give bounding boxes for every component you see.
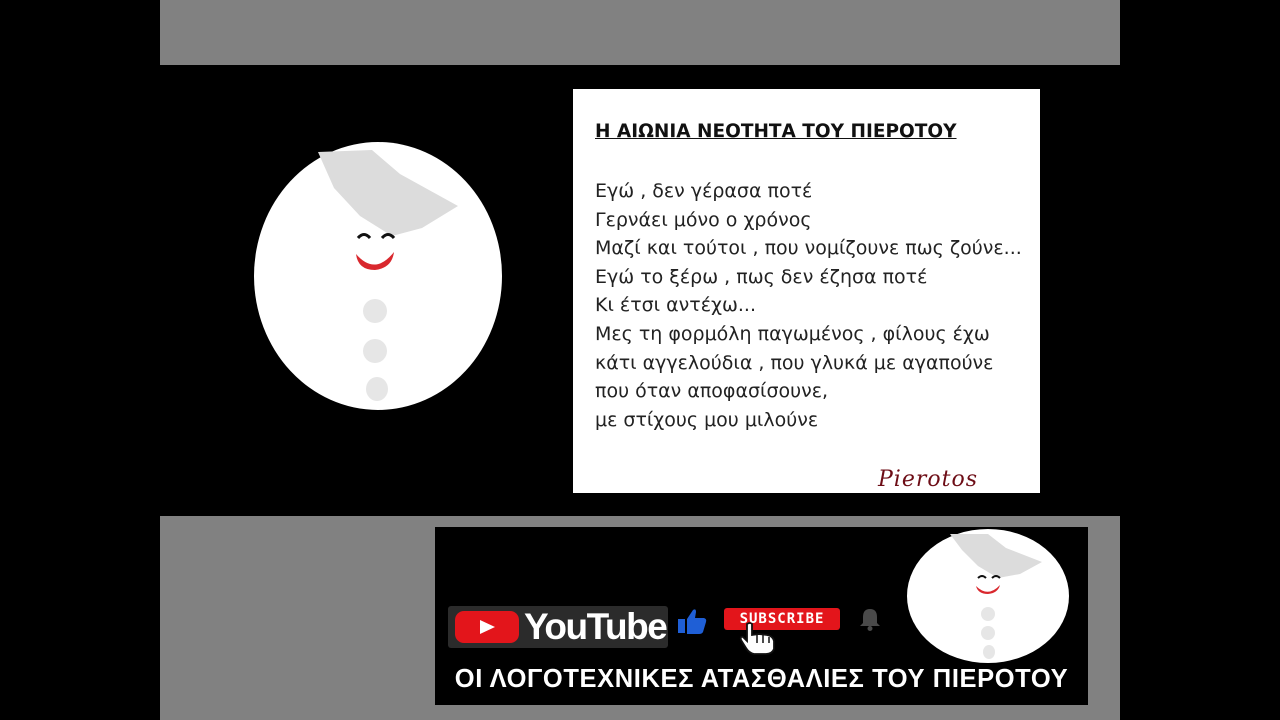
poem-title: Η ΑΙΩΝΙΑ ΝΕΟΤΗΤΑ ΤΟΥ ΠΙΕΡΟΤΟΥ [595,121,957,142]
poem-line: Εγώ , δεν γέρασα ποτέ [595,180,813,202]
bell-icon[interactable] [857,606,883,632]
poem-line: Εγώ το ξέρω , πως δεν έζησα ποτέ [595,265,928,288]
pointing-hand-icon [737,621,787,655]
poem-line: Γερνάει μόνο ο χρόνος [595,208,812,231]
poem-line: Μες τη φορμόλη παγωμένος , φίλους έχω [595,322,990,345]
youtube-wordmark: YouTube [524,606,667,647]
poem-line: που όταν αποφασίσουνε, [595,380,829,403]
poem-signature: Pierotos [878,467,978,492]
poem-line: Κι έτσι αντέχω... [595,294,756,317]
channel-name: ΟΙ ΛΟΓΟΤΕΧΝΙΚΕΣ ΑΤΑΣΘΑΛΙΕΣ ΤΟΥ ΠΙΕΡΟΤΟΥ [454,665,1069,693]
subscribe-button[interactable]: SUBSCRIBE [724,608,840,630]
poem-line: με στίχους μου μιλούνε [595,408,819,431]
poem-line: Μαζί και τούτοι , που νομίζουνε πως ζούνε... [595,237,1022,260]
top-gray-bar [160,0,1120,65]
poem-lines [595,177,1022,434]
pierrot-face-illustration [252,140,504,412]
youtube-logo[interactable] [448,606,668,648]
poem-line: κάτι αγγελούδια , που γλυκά με αγαπούνε [595,351,994,374]
poem-card [573,89,1040,493]
thumbs-up-icon[interactable] [676,607,708,635]
pierrot-face-illustration [906,528,1072,664]
youtube-play-icon [455,611,519,643]
